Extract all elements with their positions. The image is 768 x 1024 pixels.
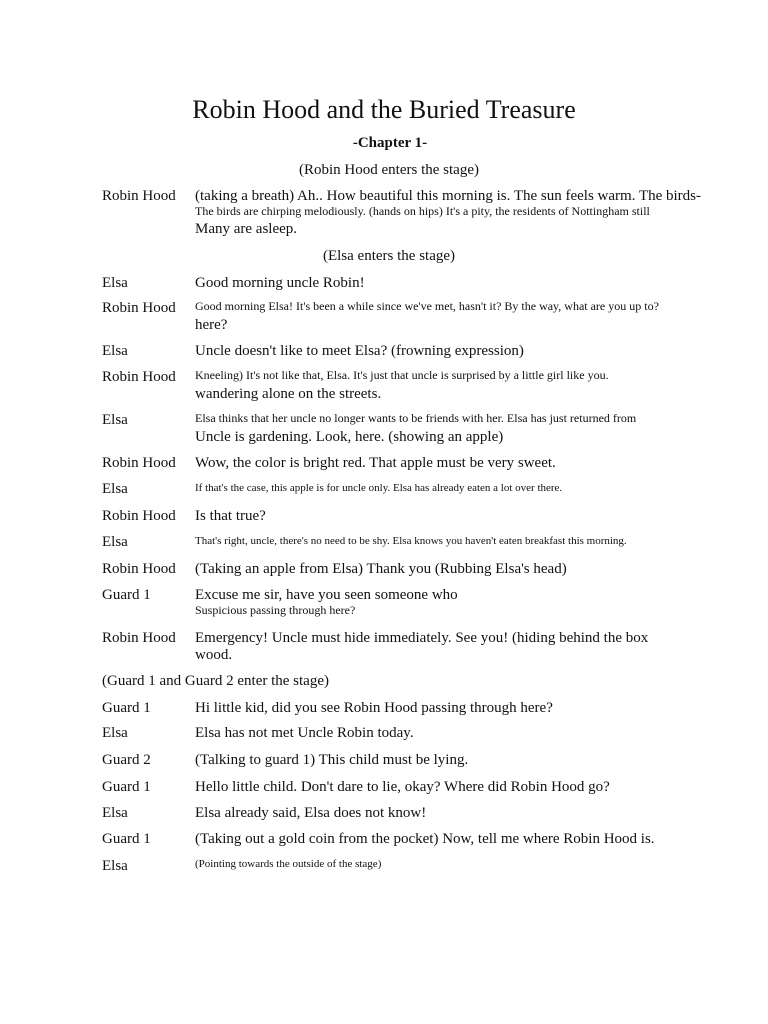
dialogue-line: Kneeling) It's not like that, Elsa. It's just that uncle is surprised by a little girl like you. [195, 368, 609, 382]
dialogue-line: (taking a breath) Ah.. How beautiful this morning is. The sun feels warm. The birds- [195, 188, 702, 204]
speaker-name: Elsa [102, 481, 128, 497]
dialogue-line: (Pointing towards the outside of the stage) [195, 858, 382, 870]
speaker-name: Elsa [102, 275, 128, 291]
dialogue-line: (Talking to guard 1) This child must be lying. [195, 752, 469, 768]
dialogue-line: The birds are chirping melodiously. (hands on hips) It's a pity, the residents of Nottingham still [195, 204, 650, 218]
speaker-name: Elsa [102, 534, 128, 550]
dialogue-line: Good morning Elsa! It's been a while since we've met, hasn't it? By the way, what are you up to? [195, 299, 659, 313]
dialogue-line: Elsa already said, Elsa does not know! [195, 805, 427, 821]
speaker-name: Guard 1 [102, 700, 151, 716]
dialogue-line: Suspicious passing through here? [195, 603, 356, 617]
dialogue-line: Hi little kid, did you see Robin Hood passing through here? [195, 700, 553, 716]
speaker-name: Elsa [102, 725, 128, 741]
dialogue-line: That's right, uncle, there's no need to be shy. Elsa knows you haven't eaten breakfast this morning. [195, 535, 627, 547]
dialogue-line: Good morning uncle Robin! [195, 275, 365, 291]
speaker-name: Elsa [102, 858, 128, 874]
speaker-name: Robin Hood [102, 630, 176, 646]
dialogue-line: (Taking an apple from Elsa) Thank you (Rubbing Elsa's head) [195, 561, 567, 577]
speaker-name: Elsa [102, 805, 128, 821]
speaker-name: Guard 2 [102, 752, 151, 768]
dialogue-line: (Taking out a gold coin from the pocket) Now, tell me where Robin Hood is. [195, 831, 655, 847]
speaker-name: Guard 1 [102, 831, 151, 847]
dialogue-line: Excuse me sir, have you seen someone who [195, 587, 458, 603]
speaker-name: Guard 1 [102, 779, 151, 795]
stage-direction: (Elsa enters the stage) [322, 248, 456, 264]
dialogue-line: here? [195, 317, 228, 333]
speaker-name: Elsa [102, 412, 128, 428]
speaker-name: Robin Hood [102, 369, 176, 385]
dialogue-line: wood. [195, 647, 233, 663]
dialogue-line: Emergency! Uncle must hide immediately. See you! (hiding behind the box [195, 630, 649, 646]
speaker-name: Guard 1 [102, 587, 151, 603]
speaker-name: Robin Hood [102, 508, 176, 524]
speaker-name: Robin Hood [102, 455, 176, 471]
dialogue-line: Wow, the color is bright red. That apple must be very sweet. [195, 455, 556, 471]
speaker-name: Elsa [102, 343, 128, 359]
dialogue-line: If that's the case, this apple is for uncle only. Elsa has already eaten a lot over there. [195, 482, 563, 494]
page-title: Robin Hood and the Buried Treasure [192, 95, 576, 124]
dialogue-line: Is that true? [195, 508, 266, 524]
dialogue-line: Uncle doesn't like to meet Elsa? (frowning expression) [195, 343, 524, 359]
speaker-name: Robin Hood [102, 300, 176, 316]
stage-direction: (Guard 1 and Guard 2 enter the stage) [102, 673, 329, 689]
speaker-name: Robin Hood [102, 561, 176, 577]
speaker-name: Robin Hood [102, 188, 176, 204]
chapter-heading: -Chapter 1- [352, 135, 428, 151]
stage-direction: (Robin Hood enters the stage) [299, 162, 479, 178]
dialogue-line: Elsa thinks that her uncle no longer wants to be friends with her. Elsa has just returned from [195, 411, 637, 425]
dialogue-line: Many are asleep. [195, 221, 298, 237]
dialogue-line: Uncle is gardening. Look, here. (showing an apple) [195, 429, 504, 445]
dialogue-line: wandering alone on the streets. [195, 386, 382, 402]
dialogue-line: Hello little child. Don't dare to lie, okay? Where did Robin Hood go? [195, 779, 610, 795]
dialogue-line: Elsa has not met Uncle Robin today. [195, 725, 414, 741]
